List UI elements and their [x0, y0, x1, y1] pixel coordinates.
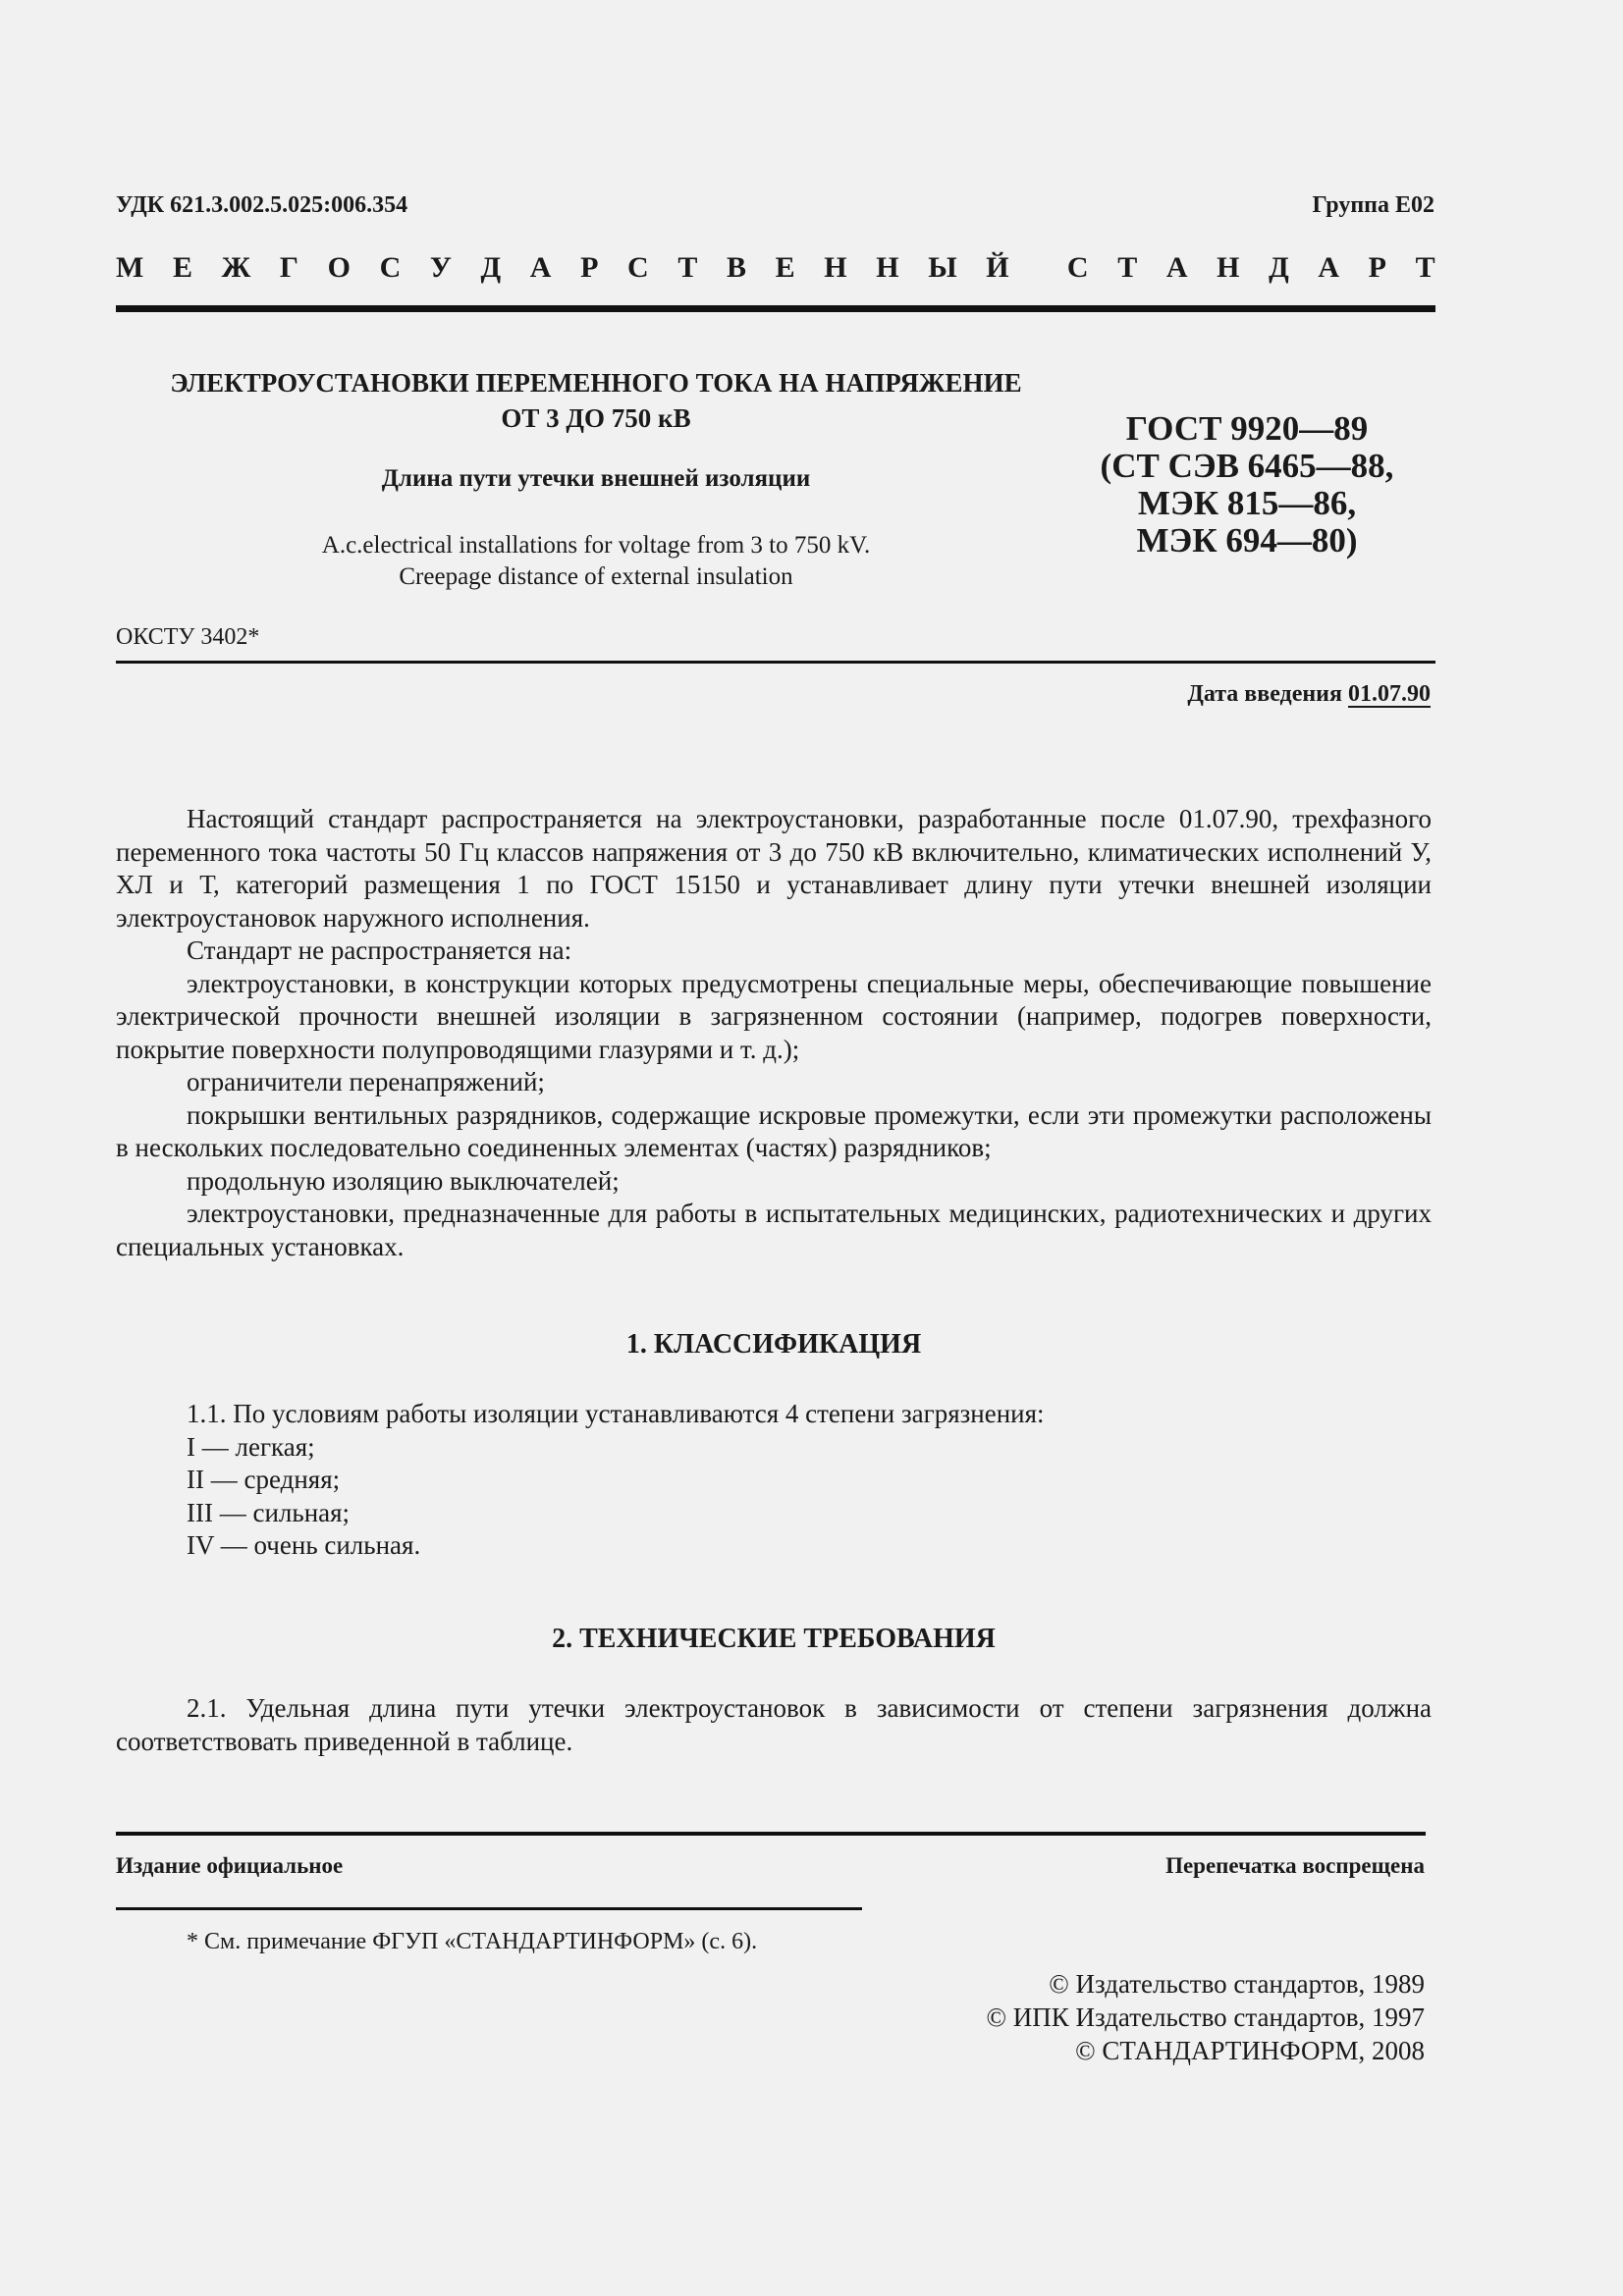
heading-letter: Й — [986, 251, 1009, 284]
interstate-standard-heading — [116, 251, 1435, 285]
pollution-degree-list — [116, 1398, 1432, 1563]
english-title — [116, 530, 1076, 593]
title-line: ОТ 3 ДО 750 кВ — [501, 403, 691, 433]
heading-letter: А — [529, 251, 552, 284]
heading-letter: Г — [279, 251, 298, 284]
requirements-text — [116, 1692, 1432, 1758]
document-subtitle: Длина пути утечки внешней изоляции — [381, 465, 811, 492]
heading-letter: Е — [172, 251, 192, 284]
paragraph: покрышки вентильных разрядников, содержащие искровые промежутки, если эти промежутки расположены в нескольких последовательно соединенных элементах (частях) разрядников; — [116, 1099, 1432, 1162]
copyright-block — [987, 1967, 1426, 2067]
paragraph: продольную изоляцию выключателей; — [187, 1165, 620, 1196]
heading-letter: М — [116, 251, 144, 284]
paragraph: Стандарт не распространяется на: — [187, 935, 572, 965]
english-title-line: Creepage distance of external insulation — [399, 563, 793, 590]
heading-letter: Т — [1415, 251, 1435, 284]
group-code: Группа Е02 — [1312, 192, 1434, 218]
header-divider — [116, 305, 1435, 312]
paragraph: ограничители перенапряжений; — [187, 1067, 545, 1096]
date-label: Дата введения — [1187, 681, 1342, 707]
footer-divider — [116, 1832, 1426, 1836]
gost-designation — [1100, 410, 1394, 560]
title-line: ЭЛЕКТРОУСТАНОВКИ ПЕРЕМЕННОГО ТОКА НА НАПРЯЖЕНИЕ — [170, 368, 1022, 398]
copyright-line: © Издательство стандартов, 1989 — [1049, 1969, 1425, 1999]
list-item: II — средняя; — [187, 1465, 341, 1494]
section-heading-requirements: 2. ТЕХНИЧЕСКИЕ ТРЕБОВАНИЯ — [552, 1624, 996, 1654]
document-title — [116, 365, 1076, 436]
heading-letter: Н — [876, 251, 899, 284]
heading-letter: Р — [1368, 251, 1386, 284]
section-heading-classification: 1. КЛАССИФИКАЦИЯ — [625, 1329, 922, 1360]
heading-letter: Н — [1217, 251, 1240, 284]
title-divider — [116, 661, 1435, 664]
list-item: IV — очень сильная. — [187, 1530, 421, 1560]
heading-letter: С — [1066, 251, 1089, 284]
heading-letter: С — [379, 251, 402, 284]
heading-letter: У — [429, 251, 452, 284]
list-item: III — сильная; — [187, 1497, 351, 1527]
heading-letter: Р — [580, 251, 599, 284]
paragraph: электроустановки, предназначенные для работы в испытательных медицинских, радиотехнических и других специальных установках. — [116, 1199, 1432, 1261]
paragraph: Настоящий стандарт распространяется на электроустановки, разработанные после 01.07.90, трехфазного переменного тока частоты 50 Гц классов напряжения от 3 до 750 кВ включительно, климатических исполнений У, ХЛ и Т, категорий размещения 1 по ГОСТ 15150 и устанавливает длину пути утечки внешней изоляции электроустановок наружного исполнения. — [116, 804, 1432, 933]
introduction-date — [1187, 681, 1431, 708]
copyright-line: © ИПК Издательство стандартов, 1997 — [986, 2002, 1425, 2032]
heading-letter: Т — [677, 251, 698, 284]
udk-code: УДК 621.3.002.5.025:006.354 — [116, 192, 408, 218]
english-title-line: A.c.electrical installations for voltage from 3 to 750 kV. — [321, 532, 871, 559]
paragraph: электроустановки, в конструкции которых предусмотрены специальные меры, обеспечивающие повышение электрической прочности внешней изоляции в загрязненном состоянии (например, подогрев поверхности, покрытие поверхности полупроводящими глазурями и т. д.); — [116, 968, 1432, 1064]
paragraph: 2.1. Удельная длина пути утечки электроустановок в зависимости от степени загрязнения должна соответствовать приведенной в таблице. — [116, 1693, 1432, 1756]
heading-letter: Т — [1117, 251, 1138, 284]
heading-letter: Д — [480, 251, 502, 284]
list-item: I — легкая; — [187, 1431, 315, 1462]
edition-label: Издание официальное — [116, 1853, 344, 1878]
heading-letter: Н — [824, 251, 847, 284]
heading-letter: Д — [1269, 251, 1289, 284]
heading-letter: А — [1165, 251, 1188, 284]
heading-letter: Ы — [928, 251, 957, 284]
footnote: * См. примечание ФГУП «СТАНДАРТИНФОРМ» (с. 6). — [187, 1929, 758, 1954]
gost-line: (СТ СЭВ 6465—88, — [1100, 447, 1394, 485]
footnote-divider — [116, 1907, 862, 1910]
heading-letter: В — [726, 251, 746, 284]
copyright-line: © СТАНДАРТИНФОРМ, 2008 — [1075, 2036, 1425, 2065]
gost-line: ГОСТ 9920—89 — [1125, 409, 1369, 448]
heading-letter: О — [327, 251, 351, 284]
heading-letter: Ж — [221, 251, 251, 284]
heading-letter: А — [1318, 251, 1340, 284]
scope-text — [116, 803, 1432, 1263]
reprint-notice: Перепечатка воспрещена — [1165, 1853, 1425, 1878]
heading-letter: С — [627, 251, 649, 284]
list-intro: 1.1. По условиям работы изоляции устанавливаются 4 степени загрязнения: — [187, 1399, 1045, 1428]
oksty-code: ОКСТУ 3402* — [116, 624, 260, 650]
gost-line: МЭК 694—80) — [1136, 521, 1358, 560]
heading-letter: Е — [775, 251, 795, 284]
date-value: 01.07.90 — [1348, 681, 1431, 707]
gost-line: МЭК 815—86, — [1137, 484, 1357, 522]
